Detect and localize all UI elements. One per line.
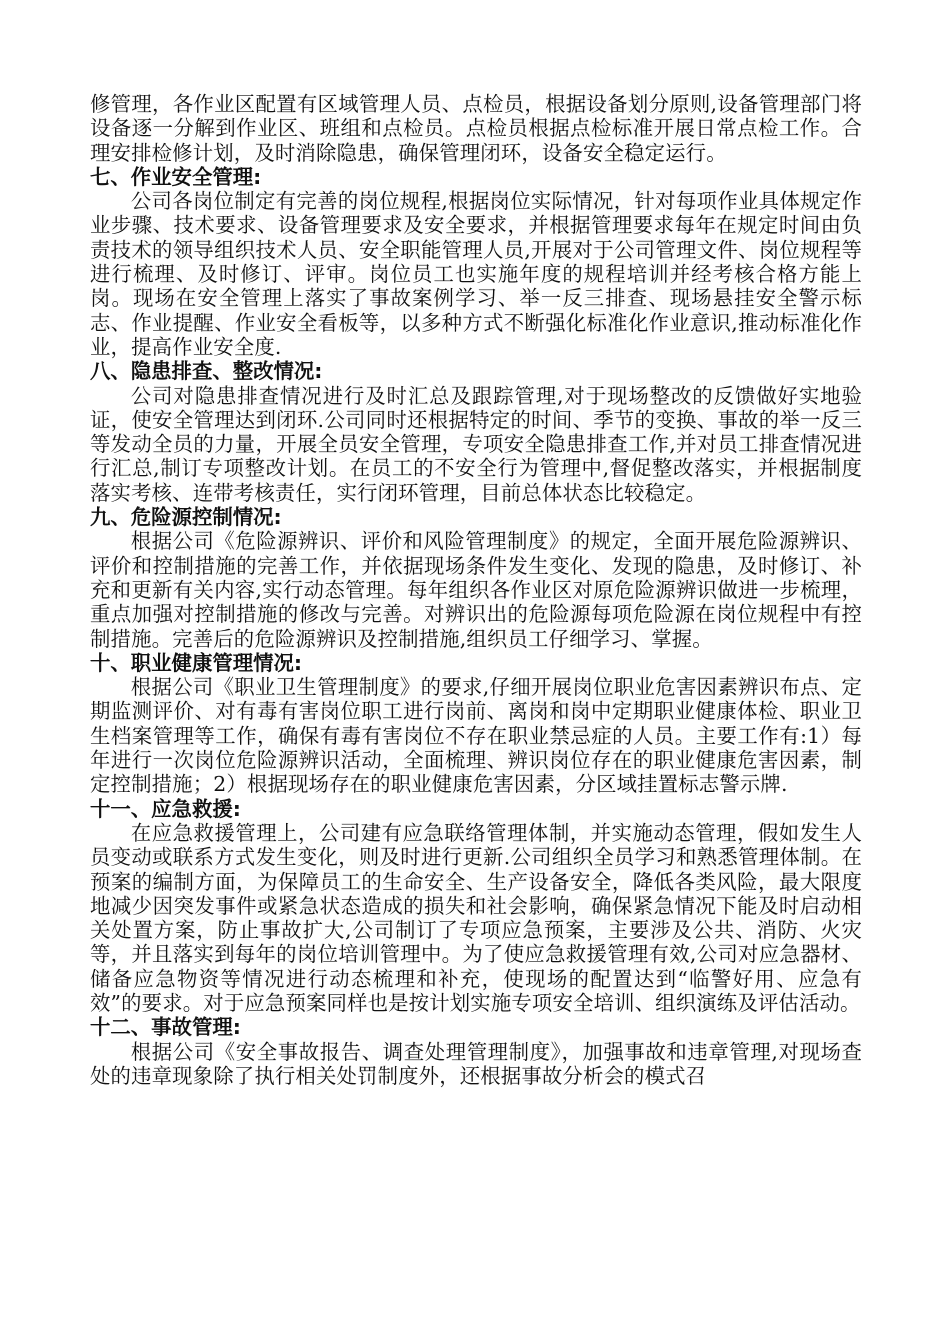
section-heading-8: 八、隐患排查、整改情况: xyxy=(90,359,323,384)
section-body-10: 根据公司《职业卫生管理制度》的要求,仔细开展岗位职业危害因素辨识布点、定期监测评价、对有毒有害岗位职工进行岗前、离岗和岗中定期职业健康体检、职业卫生档案管理等工作，确保有毒有害岗位不存在职业禁忌症的人员。主要工作有:1）每年进行一次岗位危险源辨识活动，全面梳理、辨识岗位存在的职业健康危害因素，制定控制措施；2）根据现场存在的职业健康危害因素，分区域挂置标志警示牌. xyxy=(90,675,862,797)
section-heading-7: 七、作业安全管理: xyxy=(90,164,262,189)
paragraph-intro: 修管理，各作业区配置有区域管理人员、点检员，根据设备划分原则,设备管理部门将设备逐一分解到作业区、班组和点检员。点检员根据点检标准开展日常点检工作。合理安排检修计划，及时消除隐患，确保管理闭环，设备安全稳定运行。 xyxy=(90,92,862,165)
section-heading-9: 九、危险源控制情况: xyxy=(90,505,282,530)
section-heading-12: 十二、事故管理: xyxy=(90,1015,241,1040)
section-body-12: 根据公司《安全事故报告、调查处理管理制度》，加强事故和违章管理,对现场查处的违章现象除了执行相关处罚制度外，还根据事故分析会的模式召 xyxy=(90,1039,862,1088)
section-heading-11: 十一、应急救援: xyxy=(90,796,241,821)
section-body-8: 公司对隐患排查情况进行及时汇总及跟踪管理,对于现场整改的反馈做好实地验证，使安全管理达到闭环.公司同时还根据特定的时间、季节的变换、事故的举一反三等发动全员的力量，开展全员安全管理，专项安全隐患排查工作,并对员工排查情况进行汇总,制订专项整改计划。在员工的不安全行为管理中,督促整改落实，并根据制度落实考核、连带考核责任，实行闭环管理，目前总体状态比较稳定。 xyxy=(90,383,862,505)
section-heading-10: 十、职业健康管理情况: xyxy=(90,650,303,675)
section-body-11: 在应急救援管理上，公司建有应急联络管理体制，并实施动态管理，假如发生人员变动或联系方式发生变化，则及时进行更新.公司组织全员学习和熟悉管理体制。在预案的编制方面，为保障员工的生命安全、生产设备安全，降低各类风险，最大限度地减少因突发事件或紧急状态造成的损失和社会影响，确保紧急情况下能及时启动相关处置方案，防止事故扩大,公司制订了专项应急预案，主要涉及公共、消防、火灾等，并且落实到每年的岗位培训管理中。为了使应急救援管理有效,公司对应急器材、储备应急物资等情况进行动态梳理和补充，使现场的配置达到“临警好用、应急有效”的要求。对于应急预案同样也是按计划实施专项安全培训、组织演练及评估活动。 xyxy=(90,820,862,1015)
section-body-7: 公司各岗位制定有完善的岗位规程,根据岗位实际情况，针对每项作业具体规定作业步骤、技术要求、设备管理要求及安全要求，并根据管理要求每年在规定时间由负责技术的领导组织技术人员、安全职能管理人员,开展对于公司管理文件、岗位规程等进行梳理、及时修订、评审。岗位员工也实施年度的规程培训并经考核合格方能上岗。现场在安全管理上落实了事故案例学习、举一反三排查、现场悬挂安全警示标志、作业提醒、作业安全看板等，以多种方式不断强化标准化作业意识,推动标准化作业，提高作业安全度. xyxy=(90,189,862,359)
section-body-9: 根据公司《危险源辨识、评价和风险管理制度》的规定，全面开展危险源辨识、评价和控制措施的完善工作，并依据现场条件发生变化、发现的隐患，及时修订、补充和更新有关内容,实行动态管理。每年组织各作业区对原危险源辨识做进一步梳理，重点加强对控制措施的修改与完善。对辨识出的危险源每项危险源在岗位规程中有控制措施。完善后的危险源辨识及控制措施,组织员工仔细学习、掌握。 xyxy=(90,529,862,651)
